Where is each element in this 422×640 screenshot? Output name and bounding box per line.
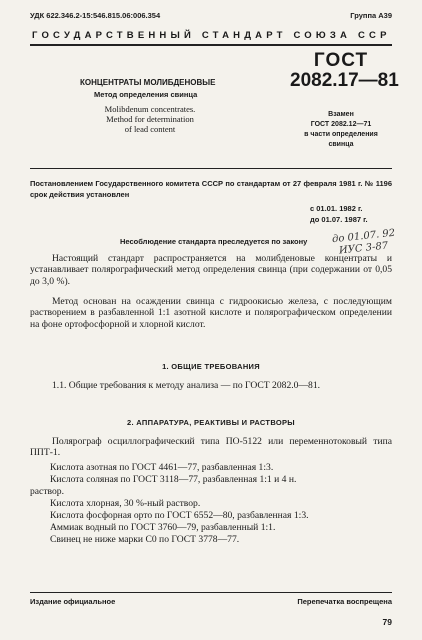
title-ru: КОНЦЕНТРАТЫ МОЛИБДЕНОВЫЕ — [80, 78, 216, 87]
gost-word: ГОСТ — [313, 50, 369, 71]
reagent-ammonia: Аммиак водный по ГОСТ 3760—79, разбавленный 1:1. — [50, 522, 276, 533]
udk-code: УДК 622.346.2-15:546.815.06:006.354 — [30, 11, 161, 20]
reagent-nitric-acid: Кислота азотная по ГОСТ 4461—77, разбавленная 1:3. — [50, 462, 274, 473]
title-en-line-3: of lead content — [124, 124, 176, 134]
title-en-line-2: Method for determination — [106, 114, 194, 124]
handwritten-note-2: ИУС 3-87 — [338, 240, 389, 257]
header-divider — [30, 44, 392, 49]
replaces-line-2: ГОСТ 2082.12—71 — [310, 121, 372, 128]
subtitle-ru: Метод определения свинца — [94, 90, 198, 99]
standard-title: ГОСУДАРСТВЕННЫЙ СТАНДАРТ СОЮЗА ССР — [32, 30, 391, 41]
page-number: 79 — [382, 617, 392, 627]
gost-designation — [290, 50, 399, 92]
paragraph-method: Метод основан на осаждении свинца с гидроокисью железа, с последующим растворением в разбавленной 1:1 азотной кислоте и полярографическом определении на фоне ортофосфорной и хлорной кислот. — [30, 296, 392, 330]
gost-number: 2082.17—81 — [290, 70, 399, 91]
title-en-line-1: Molibdenum concentrates. — [104, 104, 196, 114]
noncompliance-note: Несоблюдение стандарта преследуется по закону — [120, 237, 308, 246]
paragraph-polarograph: Полярограф осциллографический типа ПО-5122 или переменнотоковый типа ППТ-1. — [30, 436, 392, 459]
paragraph-scope: Настоящий стандарт распространяется на молибденовые концентраты и устанавливает полярографический метод определения свинца (при содержании от 0,05 до 3,0 %). — [30, 253, 392, 287]
footer-official-edition: Издание официальное — [30, 597, 116, 606]
validity-dates — [310, 203, 368, 225]
handwritten-note-1: до 01.07. 92 — [331, 227, 396, 246]
replaces-line-1: Взамен — [328, 111, 354, 118]
group-code: Группа А39 — [350, 11, 392, 20]
reagent-phosphoric-acid: Кислота фосфорная орто по ГОСТ 6552—80, разбавленная 1:3. — [50, 510, 309, 521]
decree-text: Постановлением Государственного комитета СССР по стандартам от 27 февраля 1981 г. № 1196 срок действия установлен — [30, 179, 392, 199]
valid-from: с 01.01. 1982 г. — [310, 204, 363, 213]
footer-divider — [30, 592, 392, 593]
replaces-line-4: свинца — [328, 141, 354, 148]
valid-to: до 01.07. 1987 г. — [310, 215, 368, 224]
section-heading-2: 2. АППАРАТУРА, РЕАКТИВЫ И РАСТВОРЫ — [127, 418, 295, 427]
reagent-hydrochloric-acid: Кислота соляная по ГОСТ 3118—77, разбавленная 1:1 и 4 н. — [50, 474, 297, 485]
footer-reprint-prohibited: Перепечатка воспрещена — [297, 597, 392, 606]
title-en — [70, 104, 230, 134]
replaces-line-3: в части определения — [304, 131, 378, 138]
section-heading-1: 1. ОБЩИЕ ТРЕБОВАНИЯ — [162, 362, 260, 371]
reagent-perchloric-acid: Кислота хлорная, 30 %-ный раствор. — [50, 498, 201, 509]
reagent-lead: Свинец не ниже марки С0 по ГОСТ 3778—77. — [50, 534, 240, 545]
paragraph-general-requirements: 1.1. Общие требования к методу анализа — по ГОСТ 2082.0—81. — [52, 380, 321, 391]
replaces-note — [290, 110, 392, 150]
reagent-hydrochloric-acid-cont: раствор. — [30, 486, 64, 497]
title-divider — [30, 168, 392, 169]
